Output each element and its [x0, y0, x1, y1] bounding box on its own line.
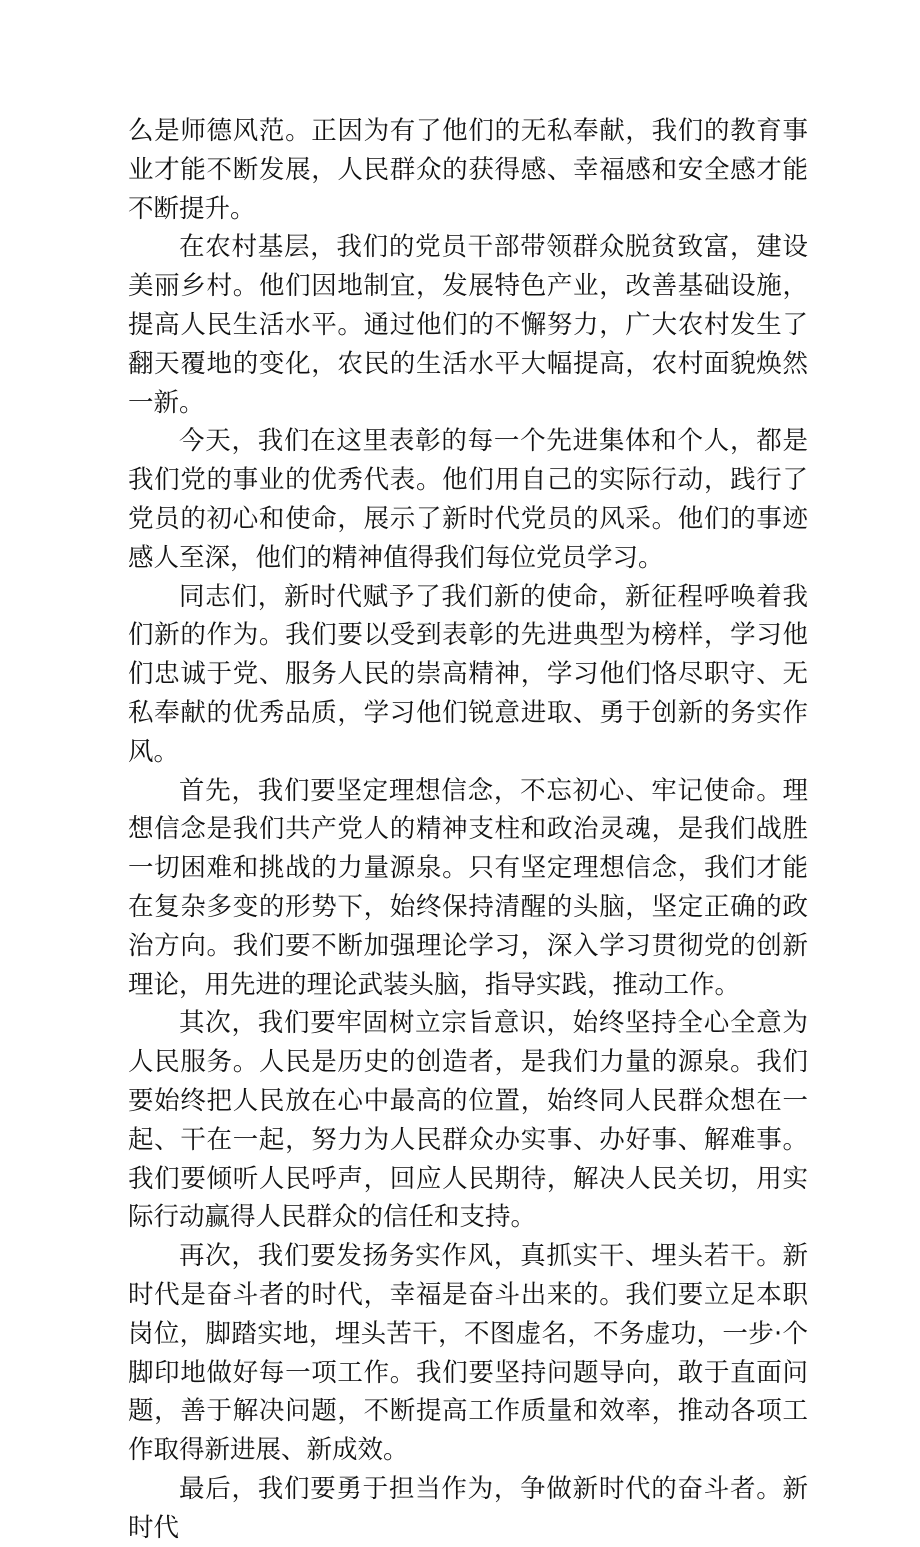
paragraph-continued: 么是师德风范。正因为有了他们的无私奉献，我们的教育事业才能不断发展，人民群众的获得感、幸福感和安全感才能不断提升。 — [128, 116, 808, 224]
paragraph-second-service: 其次，我们要牢固树立宗旨意识，始终坚持全心全意为人民服务。人民是历史的创造者，是我们力量的源泉。我们要始终把人民放在心中最高的位置，始终同人民群众想在一起、干在一起，努力为人民群众办实事、办好事、解难事。我们要倾听人民呼声，回应人民期待，解决人民关切，用实际行动赢得人民群众的信任和支持。 — [128, 1008, 808, 1233]
document-body — [128, 112, 808, 1547]
paragraph-third-pragmatic: 再次，我们要发扬务实作风，真抓实干、埋头若干。新时代是奋斗者的时代，幸福是奋斗出来的。我们要立足本职岗位，脚踏实地，埋头苦干，不图虚名，不务虚功，一步·个脚印地做好每一项工作。我们要坚持问题导向，敢于直面问题，善于解决问题，不断提高工作质量和效率，推动各项工作取得新进展、新成效。 — [128, 1241, 808, 1466]
paragraph-rural: 在农村基层，我们的党员干部带领群众脱贫致富，建设美丽乡村。他们因地制宜，发展特色产业，改善基础设施，提高人民生活水平。通过他们的不懈努力，广大农村发生了翻天覆地的变化，农民的生活水平大幅提高，农村面貌焕然一新。 — [128, 232, 808, 418]
paragraph-commendation: 今天，我们在这里表彰的每一个先进集体和个人，都是我们党的事业的优秀代表。他们用自己的实际行动，践行了党员的初心和使命，展示了新时代党员的风采。他们的事迹感人至深，他们的精神值得我们每位党员学习。 — [128, 426, 808, 573]
paragraph-last-responsibility: 最后，我们要勇于担当作为，争做新时代的奋斗者。新时代 — [128, 1473, 808, 1543]
paragraph-new-era-mission: 同志们，新时代赋予了我们新的使命，新征程呼唤着我们新的作为。我们要以受到表彰的先进典型为榜样，学习他们忠诚于党、服务人民的崇高精神，学习他们恪尽职守、无私奉献的优秀品质，学习他们锐意进取、勇于创新的务实作风。 — [128, 581, 808, 767]
paragraph-first-ideals: 首先，我们要坚定理想信念，不忘初心、牢记使命。理想信念是我们共产党人的精神支柱和政治灵魂，是我们战胜一切困难和挑战的力量源泉。只有坚定理想信念，我们才能在复杂多变的形势下，始终保持清醒的头脑，坚定正确的政治方向。我们要不断加强理论学习，深入学习贯彻党的创新理论，用先进的理论武装头脑，指导实践，推动工作。 — [128, 775, 808, 1000]
